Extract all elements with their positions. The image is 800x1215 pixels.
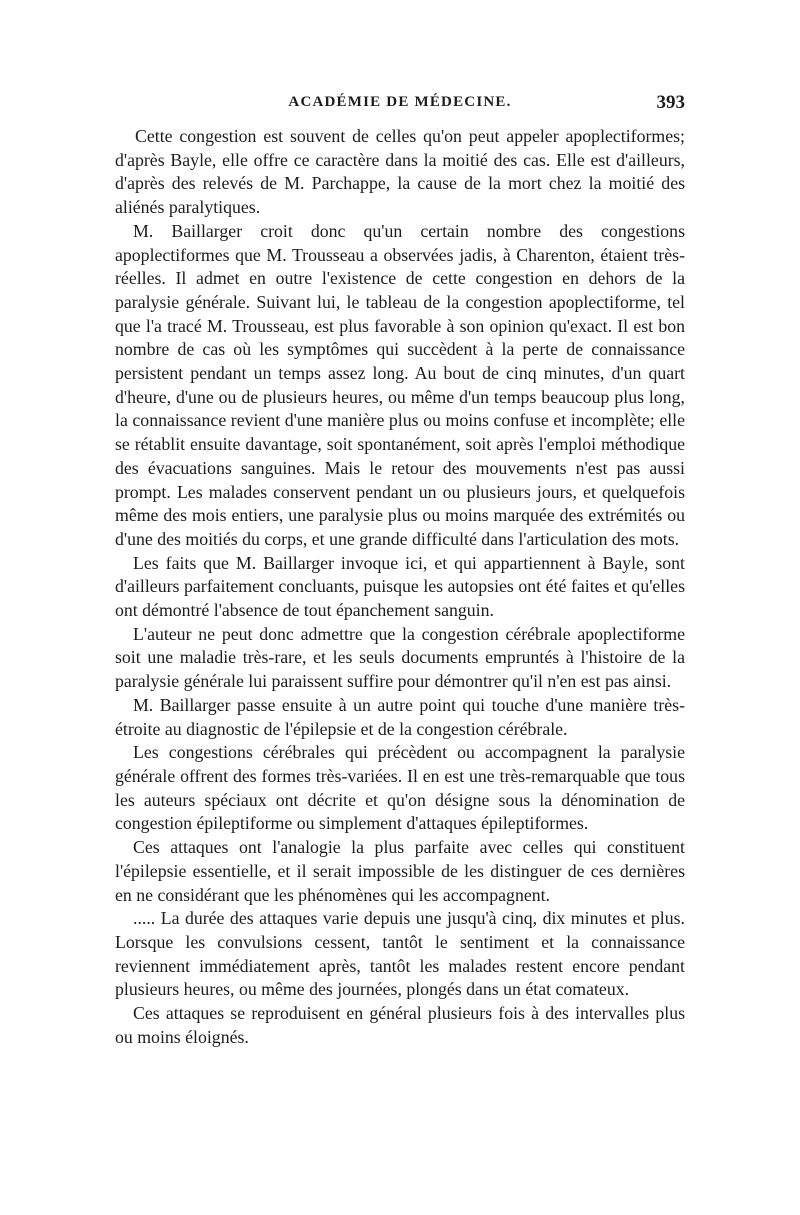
- paragraph-5: M. Baillarger passe ensuite à un autre point qui touche d'une manière très-étroite au diagnostic de l'épilepsie et de la congestion cérébrale.: [115, 694, 685, 739]
- paragraph-3: Les faits que M. Baillarger invoque ici, et qui appartiennent à Bayle, sont d'ailleurs parfaitement concluants, puisque les autopsies ont été faites et qu'elles ont démontré l'absence de tout épanchement sanguin.: [115, 552, 685, 621]
- paragraph-1: Cette congestion est souvent de celles qu'on peut appeler apoplectiformes; d'après Bayle, elle offre ce caractère dans la moitié des cas. Elle est d'ailleurs, d'après des relevés de M. Parchappe, la cause de la mort chez la moitié des aliénés paralytiques.: [115, 126, 685, 218]
- paragraph-6: Les congestions cérébrales qui précèdent ou accompagnent la paralysie générale offrent des formes très-variées. Il en est une très-remarquable que tous les auteurs spéciaux ont décrite et qu'on désigne sous la dénomination de congestion épileptiforme ou simplement d'attaques épileptiformes.: [115, 742, 685, 834]
- paragraph-7: Ces attaques ont l'analogie la plus parfaite avec celles qui constituent l'épilepsie essentielle, et il serait impossible de les distinguer de ces dernières en ne considérant que les phénomènes qui les accompagnent.: [115, 837, 685, 905]
- paragraph-4: L'auteur ne peut donc admettre que la congestion cérébrale apoplectiforme soit une maladie très-rare, et les seuls documents empruntés à l'histoire de la paralysie générale lui paraissent suffire pour démontrer qu'il n'en est pas ainsi.: [115, 623, 685, 692]
- paragraph-8: ..... La durée des attaques varie depuis une jusqu'à cinq, dix minutes et plus. Lorsque les convulsions cessent, tantôt le sentiment et la connaissance reviennent immédiatement après, tantôt les malades restent encore pendant plusieurs heures, ou même des journées, plongés dans un état comateux.: [115, 908, 685, 1000]
- paragraph-9: Ces attaques se reproduisent en général plusieurs fois à des intervalles plus ou moins éloignés.: [115, 1003, 685, 1047]
- running-title: ACADÉMIE DE MÉDECINE.: [288, 94, 512, 110]
- page-header: [115, 94, 685, 118]
- page-number: 393: [656, 92, 685, 113]
- body-text: [115, 125, 685, 1049]
- paragraph-2: M. Baillarger croit donc qu'un certain nombre des congestions apoplectiformes que M. Trousseau a observées jadis, à Charenton, étaient très-réelles. Il admet en outre l'existence de cette congestion en dehors de la paralysie générale. Suivant lui, le tableau de la congestion apoplectiforme, tel que l'a tracé M. Trousseau, est plus favorable à son opinion qu'exact. Il est bon nombre de cas où les symptômes qui succèdent à la perte de connaissance persistent pendant un temps assez long. Au bout de cinq minutes, d'un quart d'heure, d'une ou de plusieurs heures, ou même d'un temps beaucoup plus long, la connaissance revient d'une manière plus ou moins confuse et incomplète; elle se rétablit ensuite davantage, soit spontanément, soit après l'emploi méthodique des évacuations sanguines. Mais le retour des mouvements n'est pas aussi prompt. Les malades conservent pendant un ou plusieurs jours, et quelquefois même des mois entiers, une paralysie plus ou moins marquée des extrémités ou d'une des moitiés du corps, et une grande difficulté dans l'articulation des mots.: [115, 220, 685, 549]
